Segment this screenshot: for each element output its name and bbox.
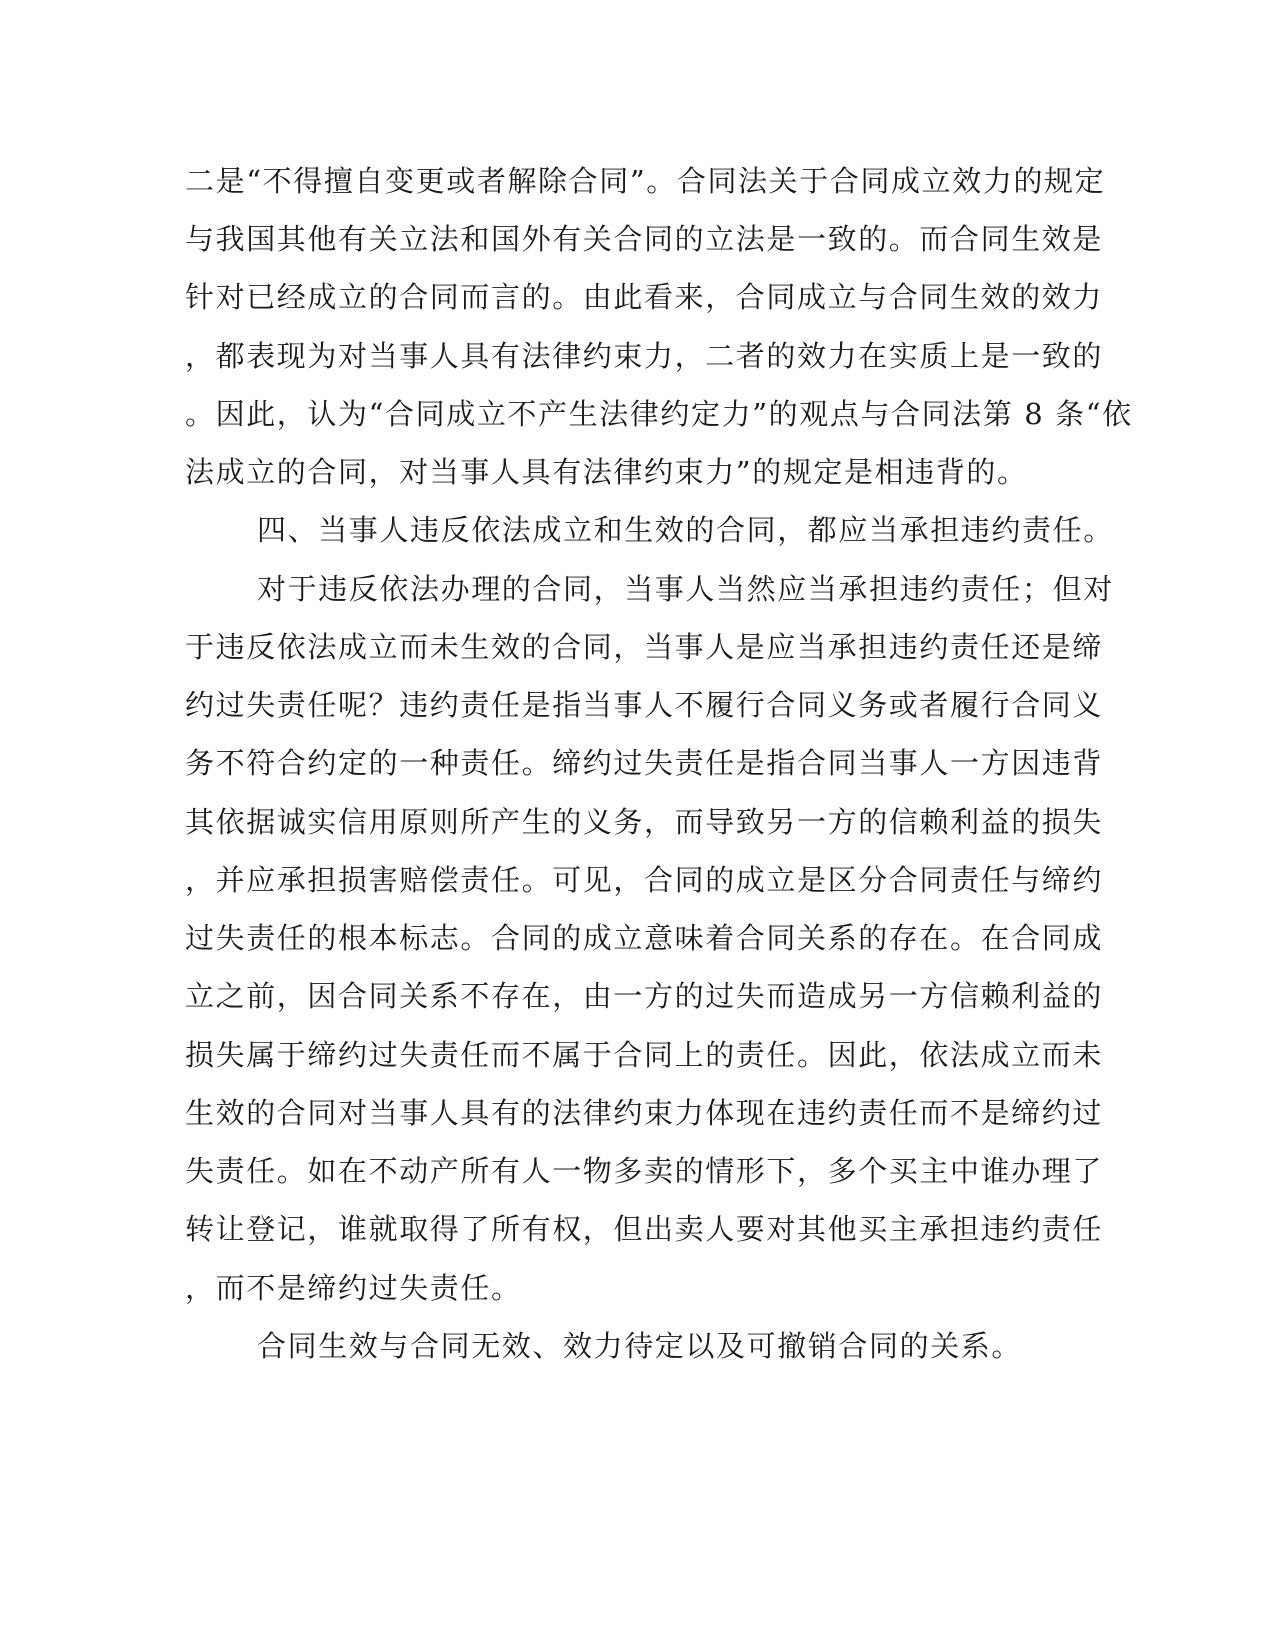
text-line: 转让登记，谁就取得了所有权，但出卖人要对其他买主承担违约责任 — [185, 1212, 1104, 1246]
text-line: 务不符合约定的一种责任。缔约过失责任是指合同当事人一方因违背 — [185, 746, 1104, 780]
text-line: 二是“不得擅自变更或者解除合同”。合同法关于合同成立效力的规定 — [185, 164, 1106, 198]
text-line: 合同生效与合同无效、效力待定以及可撤销合同的关系。 — [257, 1329, 1023, 1363]
text-line: 其依据诚实信用原则所产生的义务，而导致另一方的信赖利益的损失 — [185, 805, 1104, 839]
text-line: 对于违反依法办理的合同，当事人当然应当承担违约责任；但对 — [257, 572, 1114, 606]
text-line: 。因此，认为“合同成立不产生法律约定力”的观点与合同法第 8 条“依 — [185, 397, 1133, 431]
text-line: 立之前，因合同关系不存在，由一方的过失而造成另一方信赖利益的 — [185, 979, 1104, 1013]
text-line: 于违反依法成立而未生效的合同，当事人是应当承担违约责任还是缔 — [185, 630, 1104, 664]
text-line: 针对已经成立的合同而言的。由此看来，合同成立与合同生效的效力 — [185, 280, 1104, 314]
text-line: 与我国其他有关立法和国外有关合同的立法是一致的。而合同生效是 — [185, 222, 1104, 256]
text-line: 损失属于缔约过失责任而不属于合同上的责任。因此，依法成立而未 — [185, 1038, 1104, 1072]
text-line: ，都表现为对当事人具有法律约束力，二者的效力在实质上是一致的 — [185, 339, 1104, 373]
section-heading: 四、当事人违反依法成立和生效的合同，都应当承担违约责任。 — [257, 513, 1114, 547]
text-line: ，并应承担损害赔偿责任。可见，合同的成立是区分合同责任与缔约 — [185, 863, 1104, 897]
text-line: 过失责任的根本标志。合同的成立意味着合同关系的存在。在合同成 — [185, 921, 1104, 955]
text-line: 法成立的合同，对当事人具有法律约束力”的规定是相违背的。 — [185, 455, 1028, 489]
text-line: 生效的合同对当事人具有的法律约束力体现在违约责任而不是缔约过 — [185, 1096, 1104, 1130]
text-line: 约过失责任呢？违约责任是指当事人不履行合同义务或者履行合同义 — [185, 688, 1104, 722]
text-line: 失责任。如在不动产所有人一物多卖的情形下，多个买主中谁办理了 — [185, 1154, 1104, 1188]
text-line: ，而不是缔约过失责任。 — [185, 1271, 522, 1305]
